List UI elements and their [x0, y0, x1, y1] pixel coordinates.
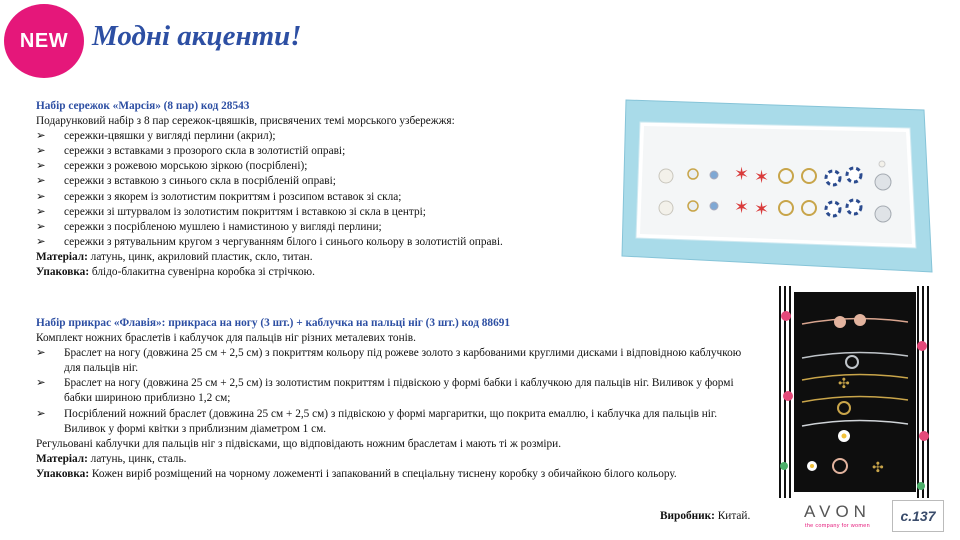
list-item: ➢ Браслет на ногу (довжина 25 см + 2,5 см) з покриттям кольору під рожеве золото з карбованими круглими дисками і відповідною каблучкою для пальців ніг.	[36, 347, 742, 375]
product-flavia-heading: Набір прикрас «Флавія»: прикраса на ногу (3 шт.) + каблучка на пальці ніг (3 шт.) код 88691	[36, 317, 511, 329]
crystal-earring	[688, 169, 698, 179]
list-item: ➢ сережки з посрібленою мушлею і намистиною у вигляді перлини;	[36, 220, 596, 235]
lifebuoy-earring	[847, 200, 861, 214]
crystal-earring	[688, 201, 698, 211]
blue-glass-earring	[710, 171, 718, 179]
new-badge-label: NEW	[19, 29, 69, 52]
arrow-bullet-icon: ➢	[36, 175, 46, 188]
producer-info: Виробник: Китай.	[660, 510, 751, 522]
arrow-bullet-icon: ➢	[36, 205, 46, 218]
arrow-bullet-icon: ➢	[36, 130, 46, 143]
arrow-bullet-icon: ➢	[36, 235, 46, 248]
arrow-bullet-icon: ➢	[36, 145, 46, 158]
list-item: ➢ сережки-цвяшки у вигляді перлини (акрил);	[36, 129, 596, 144]
list-item: ➢ сережки зі штурвалом із золотистим покриттям і вставкою зі скла в центрі;	[36, 205, 596, 220]
rose-gold-disc	[834, 316, 846, 328]
pearl-earring	[659, 169, 673, 183]
list-item: ➢ Посріблений ножний браслет (довжина 25 см + 2,5 см) з підвіскою у формі маргаритки, що покрита емаллю, і каблучка для пальців ніг. Виливок у формі квітки з приблизним діаметром 1 см.	[36, 407, 718, 435]
list-item: ➢ сережки з вставками з прозорого скла в золотистій оправі;	[36, 144, 596, 159]
product-flavia-packaging: Упаковка: Кожен виріб розміщений на чорному ложементі і запакований в спеціальну тиснену коробку з обичайкою білого кольору.	[36, 467, 677, 480]
page-number: с.137	[892, 500, 944, 532]
starfish-earring: ✶	[754, 167, 770, 187]
starfish-earring: ✶	[754, 199, 770, 219]
pearl-earring	[659, 201, 673, 215]
arrow-bullet-icon: ➢	[36, 407, 46, 420]
list-item: ➢ Браслет на ногу (довжина 25 см + 2,5 см) із золотистим покриттям і підвіскою у формі бабки і каблучкою для пальців ніг. Виливок у формі бабки шириною приблизно 1,2 см;	[36, 377, 734, 405]
avon-tagline: the company for women	[805, 523, 870, 529]
product-flavia-note: Регульовані каблучки для пальців ніг з підвісками, що відповідають ножним браслетам і мають ті ж розміри.	[36, 437, 562, 450]
starfish-earring: ✶	[734, 164, 750, 184]
arrow-bullet-icon: ➢	[36, 347, 46, 360]
product-flavia-intro: Комплект ножних браслетів і каблучок для пальців ніг різних металевих тонів.	[36, 332, 416, 345]
list-item: ➢ сережки з рожевою морською зіркою (посріблені);	[36, 159, 596, 174]
list-item: ➢ сережки з вставкою з синього скла в посрібленій оправі;	[36, 174, 596, 189]
product-marsia-heading: Набір сережок «Марсія» (8 пар) код 28543	[36, 100, 250, 112]
shell-earring	[875, 206, 891, 222]
lifebuoy-earring	[826, 202, 840, 216]
dragonfly-charm: ✣	[838, 377, 850, 392]
product-marsia-packaging: Упаковка: блідо-блакитна сувенірна коробка зі стрічкою.	[36, 266, 315, 279]
list-item: ➢ сережки з рятувальним кругом з чергуванням білого і синього кольору в золотистій оправі.	[36, 235, 596, 250]
arrow-bullet-icon: ➢	[36, 160, 46, 173]
starfish-earring: ✶	[734, 197, 750, 217]
lifebuoy-earring	[826, 171, 840, 185]
rose-gold-disc	[854, 314, 866, 326]
product-marsia-description	[36, 99, 596, 280]
product-marsia-material: Матеріал: латунь, цинк, акриловий пластик, скло, титан.	[36, 250, 313, 263]
list-item: ➢ сережки з якорем із золотистим покриттям і розсипом вставок зі скла;	[36, 190, 596, 205]
avon-wordmark: AVON	[804, 502, 871, 521]
new-badge	[4, 4, 84, 78]
arrow-bullet-icon: ➢	[36, 220, 46, 233]
page-title: Модні акценти!	[92, 20, 302, 52]
dragonfly-charm: ✣	[872, 461, 884, 476]
product-flavia-material: Матеріал: латунь, цинк, сталь.	[36, 452, 187, 465]
anklet-box-image	[778, 286, 930, 498]
shell-earring	[875, 174, 891, 190]
product-flavia-description	[36, 316, 771, 482]
blue-glass-earring	[710, 202, 718, 210]
lifebuoy-earring	[847, 168, 861, 182]
avon-logo	[795, 502, 880, 529]
product-marsia-intro: Подарунковий набір з 8 пар сережок-цвяшків, присвячених темі морського узбережжя:	[36, 115, 455, 128]
earring-box-image	[618, 96, 936, 278]
arrow-bullet-icon: ➢	[36, 190, 46, 203]
arrow-bullet-icon: ➢	[36, 377, 46, 390]
